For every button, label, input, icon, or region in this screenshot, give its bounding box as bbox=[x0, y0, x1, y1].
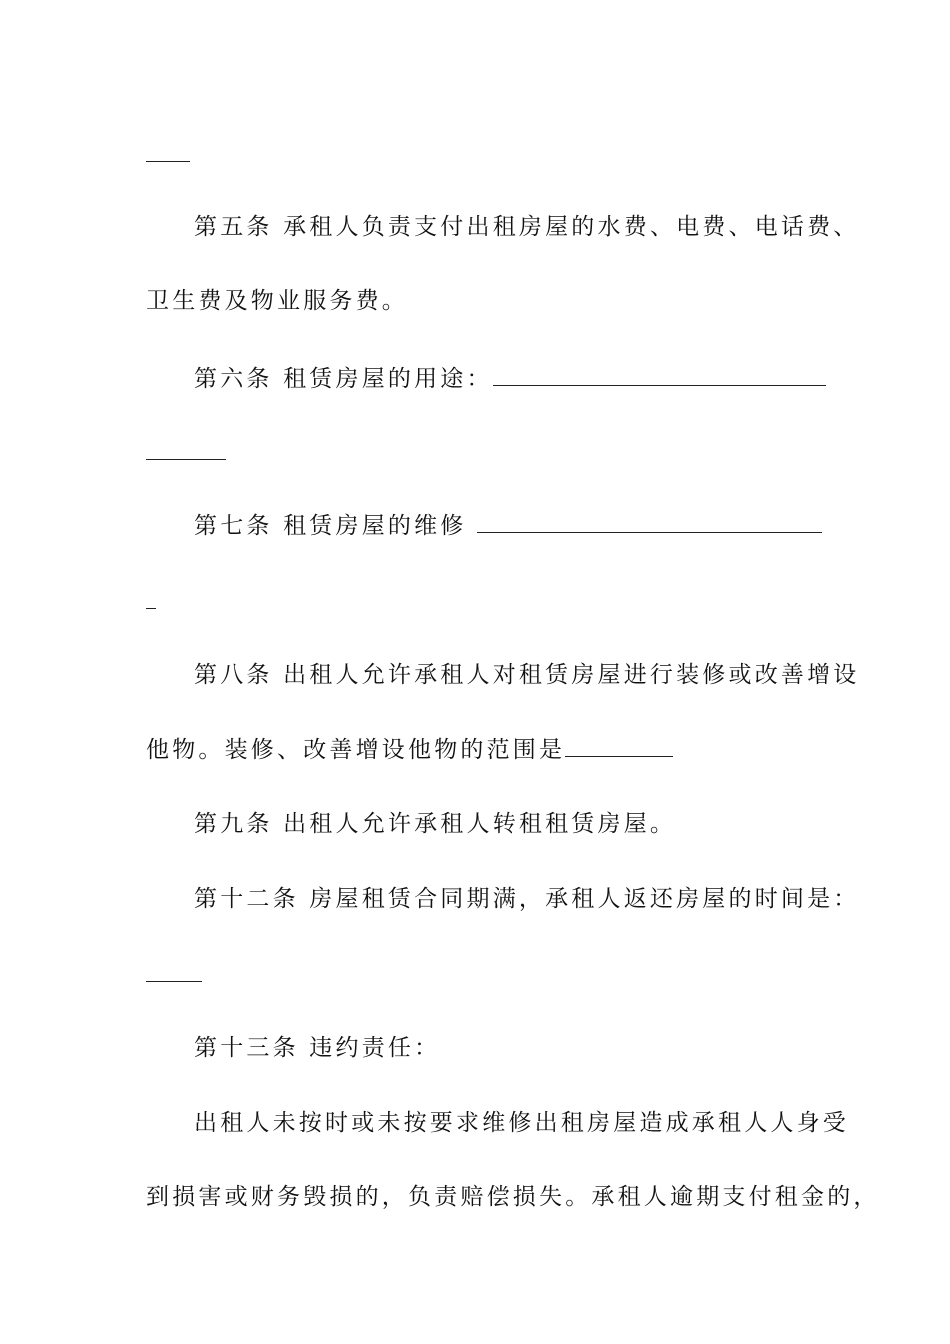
article-7-line bbox=[194, 511, 822, 541]
blank-line bbox=[146, 608, 156, 609]
article-9-line bbox=[194, 809, 676, 839]
article-12-line bbox=[194, 884, 860, 914]
text: 他物。装修、改善增设他物的范围是 bbox=[146, 737, 566, 763]
article-5-line-2 bbox=[146, 286, 408, 316]
liability-line-2 bbox=[146, 1182, 880, 1212]
text: 卫生费及物业服务费。 bbox=[146, 288, 408, 314]
text: 第六条 租赁房屋的用途： bbox=[194, 366, 493, 392]
fill-in-blank bbox=[493, 367, 826, 386]
blank-line bbox=[146, 161, 190, 162]
article-8-line-1 bbox=[194, 660, 860, 690]
text: 第五条 承租人负责支付出租房屋的水费、电费、电话费、 bbox=[194, 214, 860, 240]
text: 第十二条 房屋租赁合同期满，承租人返还房屋的时间是： bbox=[194, 886, 860, 912]
article-5-line-1 bbox=[194, 212, 860, 242]
article-13-line bbox=[194, 1033, 440, 1063]
text: 出租人未按时或未按要求维修出租房屋造成承租人人身受 bbox=[194, 1110, 849, 1136]
fill-in-blank bbox=[565, 738, 673, 757]
text: 到损害或财务毁损的，负责赔偿损失。承租人逾期支付租金的， bbox=[146, 1184, 880, 1210]
liability-line-1 bbox=[194, 1108, 849, 1138]
text: 第八条 出租人允许承租人对租赁房屋进行装修或改善增设 bbox=[194, 662, 860, 688]
text: 第七条 租赁房屋的维修 bbox=[194, 513, 478, 539]
blank-line bbox=[146, 981, 202, 982]
blank-line bbox=[146, 459, 226, 460]
text: 第九条 出租人允许承租人转租租赁房屋。 bbox=[194, 811, 677, 837]
article-8-line-2 bbox=[146, 735, 673, 765]
article-6-line bbox=[194, 364, 826, 394]
fill-in-blank bbox=[477, 514, 822, 533]
text: 第十三条 违约责任： bbox=[194, 1035, 441, 1061]
